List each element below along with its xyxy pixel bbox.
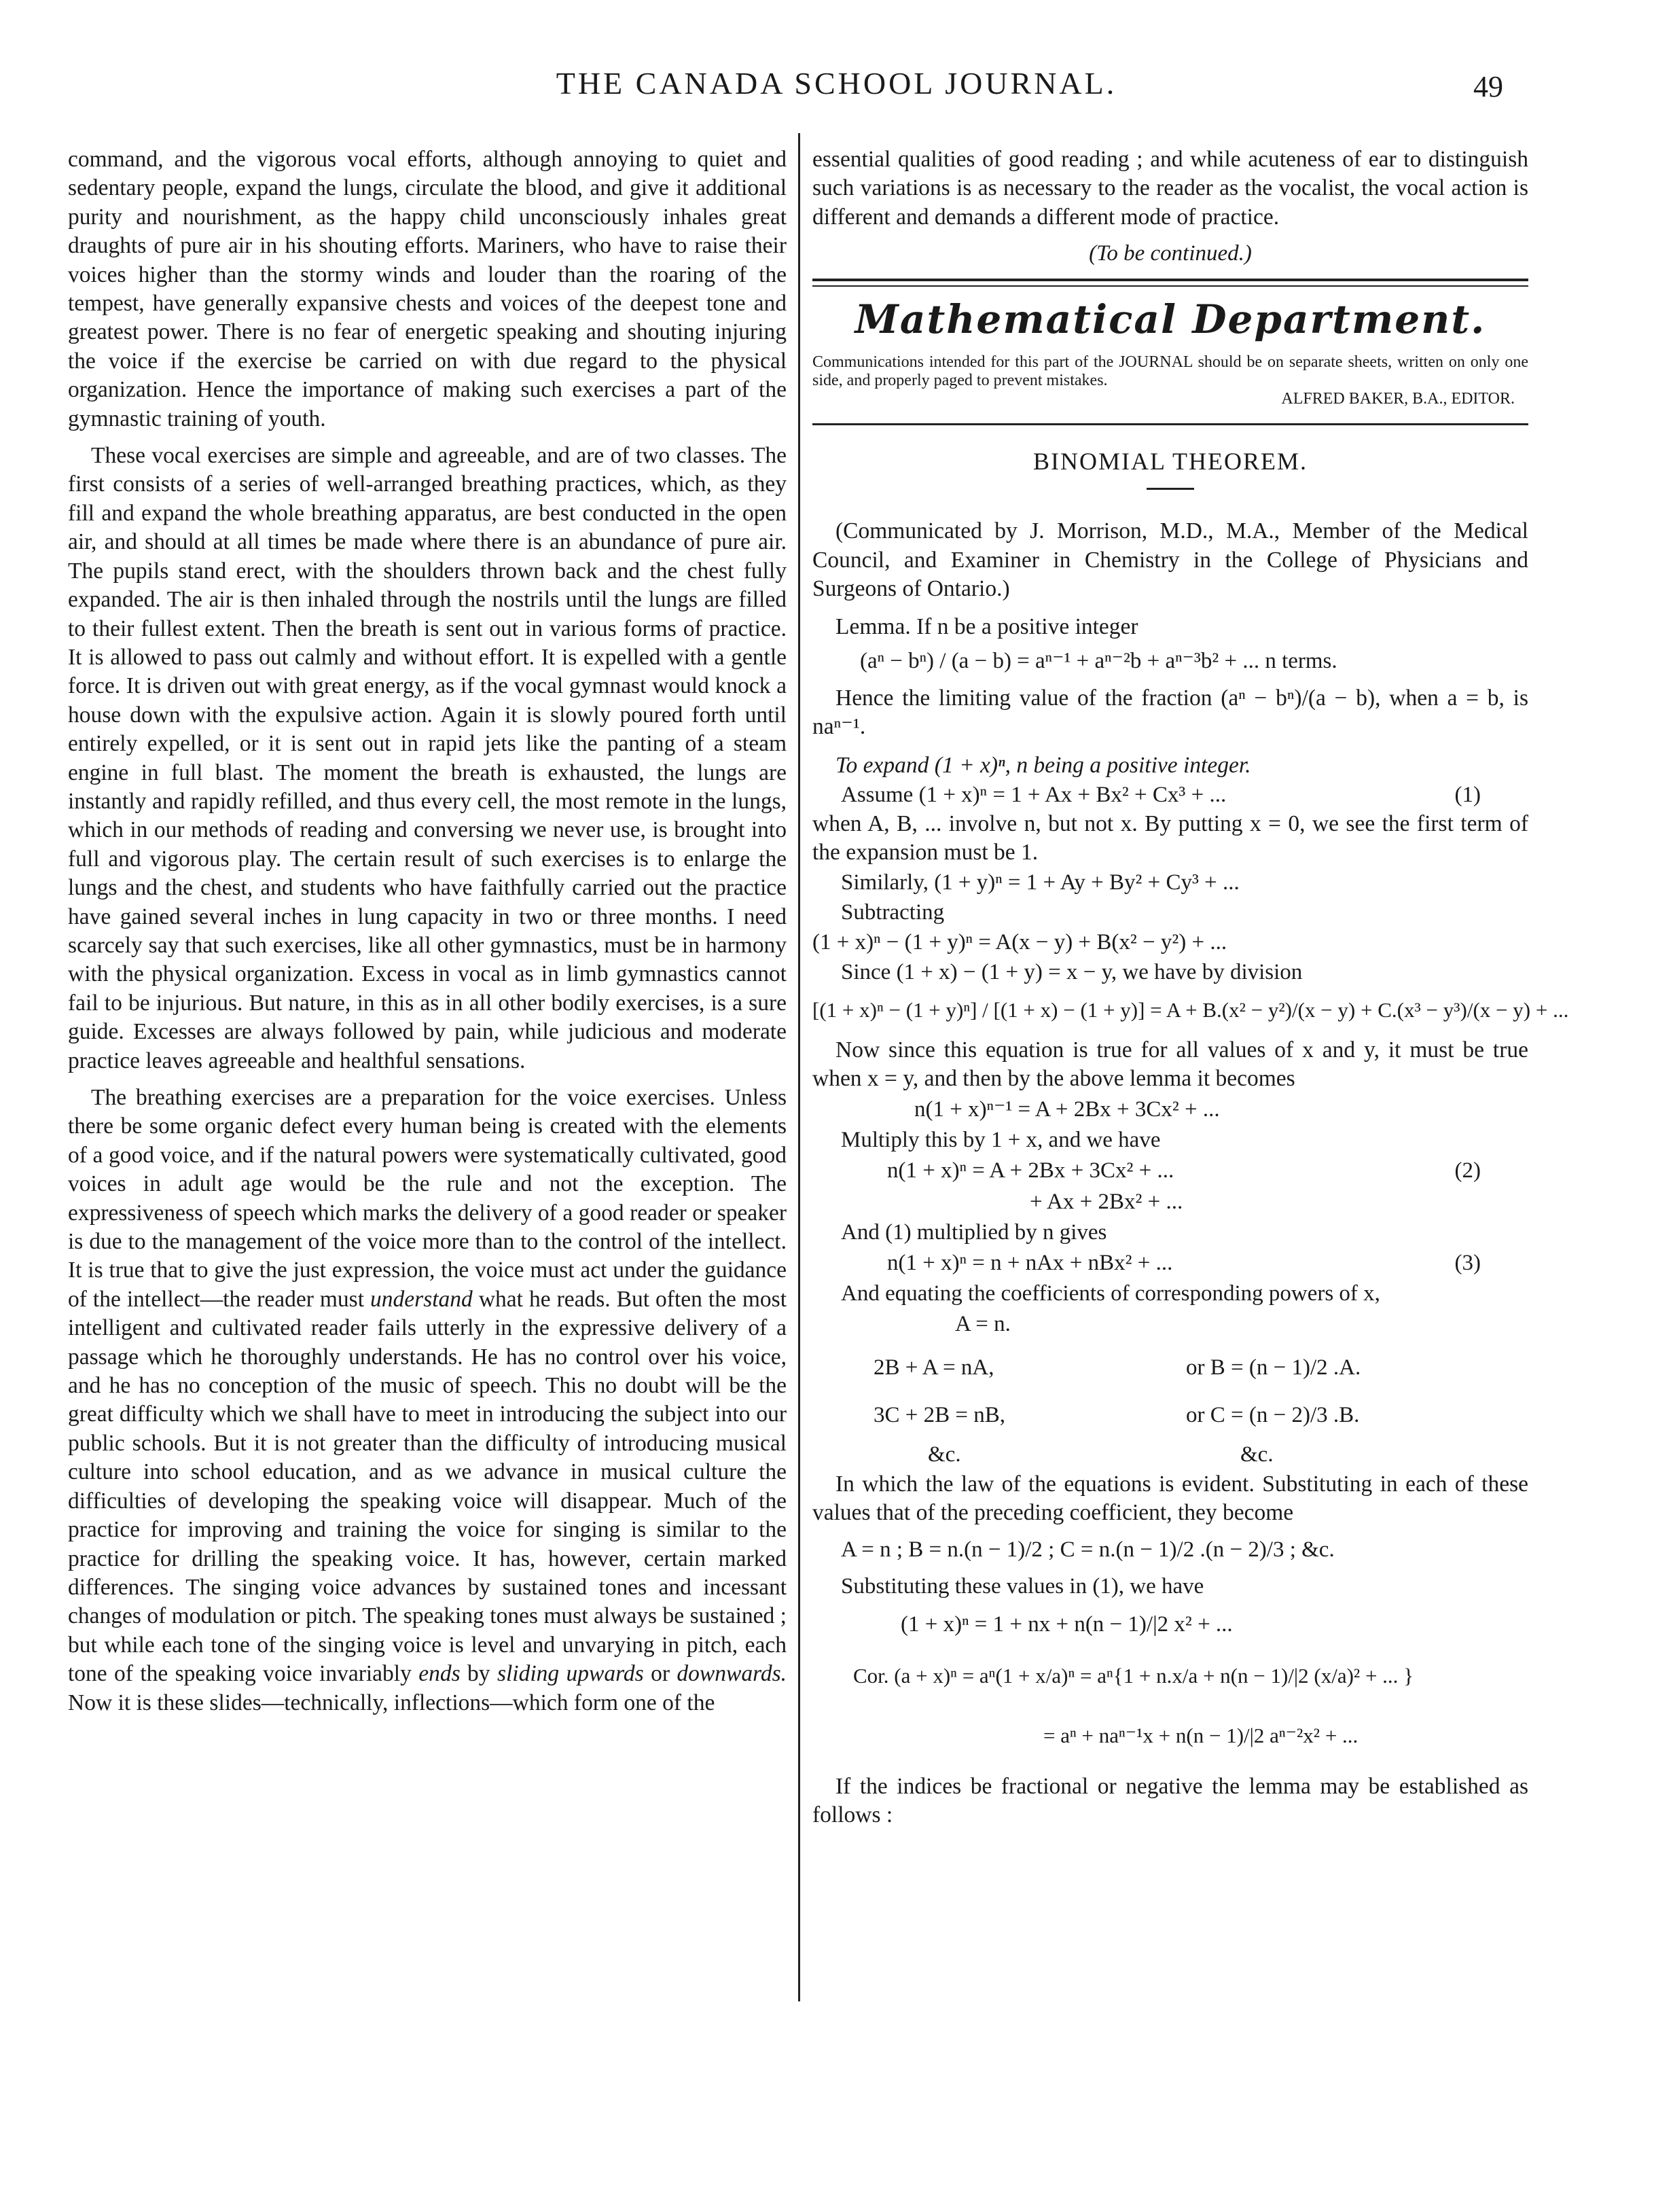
journal-title: THE CANADA SCHOOL JOURNAL.: [556, 66, 1117, 101]
division-equation: [(1 + x)ⁿ − (1 + y)ⁿ] / [(1 + x) − (1 + y)] = A + B.(x² − y²)/(x − y) + C.(x³ − y³)/(x − y) + ...: [812, 997, 1569, 1022]
similarly-equation: Similarly, (1 + y)ⁿ = 1 + Ay + By² + Cy³ + ...: [841, 870, 1240, 895]
law-text: In which the law of the equations is evident. Substituting in each of these values that of the preceding coefficient, they become: [812, 1471, 1528, 1526]
values-equation: A = n ; B = n.(n − 1)/2 ; C = n.(n − 1)/2 .(n − 2)/3 ; &c.: [841, 1537, 1335, 1562]
lemma-intro: Lemma. If n be a positive integer: [835, 614, 1138, 640]
text-run: Now it is these slides—technically, inflections—which form one of the: [68, 1690, 715, 1715]
to-be-continued: (To be continued.): [1089, 241, 1252, 266]
section-title: BINOMIAL THEOREM.: [1033, 448, 1308, 476]
attribution: (Communicated by J. Morrison, M.D., M.A., Member of the Medical Council, and Examiner in Chemistry in the College of Physicians and Surgeons of Ontario.): [812, 518, 1528, 602]
paragraph: [68, 1084, 787, 1717]
equation-2: [812, 1155, 1528, 1186]
corollary-equation-continued: = aⁿ + naⁿ⁻¹x + n(n − 1)/|2 aⁿ⁻²x² + ...: [1043, 1723, 1359, 1747]
section-rule: [812, 423, 1528, 425]
relation-left: 2B + A = nA,: [874, 1355, 994, 1380]
page-number: 49: [1473, 70, 1503, 103]
equation-number: (1): [1454, 783, 1481, 808]
subtract-equation: (1 + x)ⁿ − (1 + y)ⁿ = A(x − y) + B(x² − y²) + ...: [812, 929, 1227, 955]
relation-right: or B = (n − 1)/2 .A.: [1186, 1355, 1361, 1380]
and-text: And (1) multiplied by n gives: [841, 1219, 1107, 1245]
department-editor: ALFRED BAKER, B.A., EDITOR.: [1281, 390, 1515, 408]
indices-text: If the indices be fractional or negative the lemma may be established as follows :: [812, 1773, 1528, 1827]
since-text: Since (1 + x) − (1 + y) = x − y, we have by division: [841, 959, 1303, 984]
italic-text: ends: [418, 1661, 461, 1687]
equation-2-continued: + Ax + 2Bx² + ...: [1030, 1189, 1183, 1214]
relation-left: &c.: [928, 1442, 961, 1467]
lemma-equation: (aⁿ − bⁿ) / (a − b) = aⁿ⁻¹ + aⁿ⁻²b + aⁿ⁻³b² + ... n terms.: [860, 648, 1337, 673]
equation-text: Assume (1 + x)ⁿ = 1 + Ax + Bx² + Cx³ + ...: [841, 783, 1227, 808]
derivative-equation: n(1 + x)ⁿ⁻¹ = A + 2Bx + 3Cx² + ...: [914, 1096, 1220, 1122]
italic-text: sliding upwards: [497, 1661, 644, 1687]
italic-text: understand: [370, 1286, 473, 1312]
equation-text: n(1 + x)ⁿ = A + 2Bx + 3Cx² + ...: [887, 1158, 1174, 1183]
equation-1: [812, 780, 1528, 810]
when-text: when A, B, ... involve n, but not x. By putting x = 0, we see the first term of the expansion must be 1.: [812, 811, 1528, 866]
text-run: The breathing exercises are a preparation for the voice exercises. Unless there be some organic defect every human being is created with the elements of a good voice, and if the natural powers were systematically cultivated, good voices in adult age would be the rule and not the exception. The expressiveness of speech which marks the delivery of a good reader or speaker is due to the management of the voice more than to the control of the intellect. It is true that to give the just expression, the voice must act under the guidance of the intellect—the reader must: [68, 1085, 787, 1312]
paragraph: command, and the vigorous vocal efforts, although annoying to quiet and sedentary people, expand the lungs, circulate the blood, and give it additional purity and nourishment, as the happy child unconsciously inhales great draughts of pure air in his shouting efforts. Mariners, who have to raise their voices higher than the stormy winds and louder than the roaring of the tempest, have generally expansive chests and voices of the deepest tone and greatest power. There is no fear of energetic speaking and shouting injuring the voice if the exercise be carried on with due regard to the physical organization. Hence the importance of making such exercises a part of the gymnastic training of youth.: [68, 147, 787, 431]
corollary-equation: Cor. (a + x)ⁿ = aⁿ(1 + x/a)ⁿ = aⁿ{1 + n.x/a + n(n − 1)/|2 (x/a)² + ... }: [853, 1663, 1414, 1688]
equating-text: And equating the coefficients of corresponding powers of x,: [841, 1281, 1380, 1306]
equation-number: (2): [1454, 1158, 1481, 1183]
expansion-equation: (1 + x)ⁿ = 1 + nx + n(n − 1)/|2 x² + ...: [901, 1611, 1233, 1637]
relation-right: &c.: [1240, 1442, 1274, 1467]
relation-row: [812, 1399, 1528, 1431]
paragraph: These vocal exercises are simple and agreeable, and are of two classes. The first consists of a series of well-arranged breathing practices, which, as they fill and expand the whole breathing apparatus, are best conducted in the open air, and should at all times be made where there is an abundance of pure air. The pupils stand erect, with the shoulders thrown back and the chest fully expanded. The air is then inhaled through the nostrils until the lungs are filled to their fullest extent. Then the breath is sent out in various forms of practice. It is allowed to pass out calmly and without effort. It is expelled with a gentle force. It is driven out with great energy, as if the vocal gymnast would knock a house down with the expulsive action. Again it is slowly poured forth until entirely expelled, or it is sent out in rapid jets like the panting of a steam engine in full blast. The moment the breath is exhausted, the lungs are instantly and rapidly refilled, and thus every cell, the most remote in the lungs, which in our methods of reading and conversing we never use, is brought into full and vigorous play. The certain result of such exercises is to enlarge the lungs and the chest, and students who have faithfully carried out the practice have gained several inches in lung capacity in two or three months. I need scarcely say that such exercises, like all other gymnastics, must be in harmony with the physical organization. Excess in vocal as in limb gymnastics cannot fail to be injurious. But nature, in this as in all other bodily exercises, is a sure guide. Excesses are always followed by pain, while judicious and moderate practice leaves agreeable and healthful sensations.: [68, 443, 787, 1073]
right-column: [812, 145, 1569, 1830]
text-run: what he reads. But often the most intelligent and cultivated reader fails utterly in the expressive delivery of a passage which he thoroughly understands. He has no control over his voice, and he has no conception of the music of speech. This no doubt will be the great difficulty which we shall have to meet in introducing the subject into our public schools. But it is not greater than the difficulty of introducing musical culture into school education, and as we advance in musical culture the difficulties of developing the speaking voice will disappear. Much of the practice for improving and training the voice for singing is similar to the practice for drilling the speaking voice. It has, however, certain marked differences. The singing voice advances by sustained tones and incessant changes of modulation or pitch. The speaking tones must always be sustained ; but while each tone of the singing voice is level and unvarying in pitch, each tone of the speaking voice invariably: [68, 1286, 787, 1687]
paragraph: essential qualities of good reading ; and while acuteness of ear to distinguish such variations is as necessary to the reader as the vocalist, the vocal action is different and demands a different mode of practice.: [812, 147, 1528, 230]
a-equation: A = n.: [955, 1311, 1011, 1336]
text-run: or: [651, 1661, 670, 1687]
department-note: Communications intended for this part of the JOURNAL should be on separate sheets, written on only one side, and properly paged to prevent mistakes.: [812, 353, 1528, 390]
department-title: Mathematical Department.: [855, 296, 1486, 343]
relation-left: 3C + 2B = nB,: [874, 1402, 1006, 1427]
substituting-text: Substituting these values in (1), we have: [841, 1573, 1204, 1599]
now-text: Now since this equation is true for all values of x and y, it must be true when x = y, and then by the above lemma it becomes: [812, 1037, 1528, 1092]
text-run: by: [467, 1661, 490, 1687]
expand-heading: To expand (1 + x)ⁿ, n being a positive integer.: [835, 752, 1251, 778]
equation-number: (3): [1454, 1250, 1481, 1275]
column-divider: [798, 133, 800, 2001]
double-rule: [812, 279, 1528, 287]
relation-row: [812, 1352, 1528, 1383]
left-column: [68, 145, 787, 1717]
relation-row: [812, 1439, 1528, 1470]
running-head: [0, 65, 1673, 106]
short-rule: [1147, 488, 1194, 490]
subtracting-label: Subtracting: [841, 899, 945, 925]
equation-3: [812, 1247, 1528, 1279]
multiply-text: Multiply this by 1 + x, and we have: [841, 1127, 1161, 1152]
limit-text: Hence the limiting value of the fraction (aⁿ − bⁿ)/(a − b), when a = b, is naⁿ⁻¹.: [812, 685, 1528, 740]
equation-text: n(1 + x)ⁿ = n + nAx + nBx² + ...: [887, 1250, 1173, 1275]
relation-right: or C = (n − 2)/3 .B.: [1186, 1402, 1360, 1427]
italic-text: downwards.: [677, 1661, 787, 1687]
